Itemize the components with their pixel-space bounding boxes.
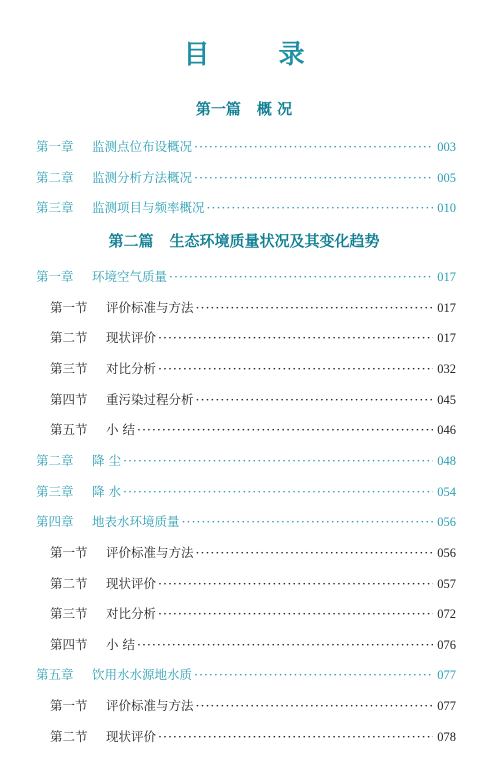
toc-section[interactable]	[50, 543, 456, 563]
toc-chapter[interactable]	[36, 198, 456, 218]
leader-dots	[158, 606, 433, 621]
toc-section[interactable]	[50, 727, 456, 747]
leader-dots	[137, 422, 433, 437]
leader-dots	[158, 361, 433, 376]
toc-chapter[interactable]	[36, 665, 456, 685]
section-number: 第四节	[50, 392, 88, 407]
page-number: 017	[437, 331, 456, 345]
chapter-number: 第一章	[36, 269, 74, 284]
toc-chapter[interactable]	[36, 137, 456, 157]
chapter-title: 监测项目与频率概况	[92, 200, 205, 215]
section-number: 第一节	[50, 698, 88, 713]
chapter-title: 监测分析方法概况	[92, 170, 193, 185]
chapter-number: 第一章	[36, 139, 74, 154]
chapter-number: 第二章	[36, 453, 74, 468]
part-heading	[0, 98, 488, 119]
toc-section[interactable]	[50, 635, 456, 655]
part-number: 第二篇	[108, 232, 154, 250]
page-number: 017	[437, 270, 456, 284]
chapter-number: 第三章	[36, 200, 74, 215]
page-number: 045	[437, 393, 456, 407]
section-number: 第一节	[50, 545, 88, 560]
section-title: 评价标准与方法	[106, 300, 194, 315]
page-title: 目 录	[183, 40, 335, 70]
section-title: 对比分析	[106, 606, 157, 621]
leader-dots	[158, 729, 433, 744]
page-number: 054	[437, 485, 456, 499]
chapter-title: 饮用水水源地水质	[92, 667, 193, 682]
section-number: 第五节	[50, 422, 88, 437]
chapter-number: 第二章	[36, 170, 74, 185]
toc-chapter[interactable]	[36, 512, 456, 532]
chapter-number: 第五章	[36, 667, 74, 682]
toc-section[interactable]	[50, 574, 456, 594]
page-number: 056	[437, 515, 456, 529]
leader-dots	[169, 269, 433, 284]
toc-section[interactable]	[50, 328, 456, 348]
toc-section[interactable]	[50, 390, 456, 410]
chapter-title: 降 尘	[92, 453, 121, 468]
page-number: 056	[437, 546, 456, 560]
leader-dots	[196, 300, 434, 315]
page-number: 077	[437, 699, 456, 713]
toc-chapter[interactable]	[36, 451, 456, 471]
page-number: 046	[437, 423, 456, 437]
page-number: 076	[437, 638, 456, 652]
leader-dots	[158, 576, 433, 591]
leader-dots	[194, 139, 433, 154]
chapter-title: 监测点位布设概况	[92, 139, 193, 154]
page-number: 017	[437, 301, 456, 315]
toc-chapter[interactable]	[36, 168, 456, 188]
section-title: 重污染过程分析	[106, 392, 194, 407]
section-number: 第三节	[50, 606, 88, 621]
section-number: 第四节	[50, 637, 88, 652]
page-number: 072	[437, 607, 456, 621]
leader-dots	[196, 698, 434, 713]
section-number: 第二节	[50, 576, 88, 591]
toc-section[interactable]	[50, 696, 456, 716]
section-number: 第二节	[50, 729, 88, 744]
section-title: 现状评价	[106, 729, 157, 744]
leader-dots	[158, 330, 433, 345]
toc-section[interactable]	[50, 298, 456, 318]
chapter-number: 第四章	[36, 514, 74, 529]
page-number: 003	[437, 140, 456, 154]
leader-dots	[196, 545, 434, 560]
section-title: 对比分析	[106, 361, 157, 376]
page-number: 005	[437, 171, 456, 185]
section-title: 评价标准与方法	[106, 545, 194, 560]
toc-chapter[interactable]	[36, 267, 456, 287]
part-number: 第一篇	[195, 100, 241, 118]
section-number: 第一节	[50, 300, 88, 315]
section-title: 小 结	[106, 422, 135, 437]
page-number: 048	[437, 454, 456, 468]
section-number: 第二节	[50, 330, 88, 345]
section-title: 现状评价	[106, 330, 157, 345]
toc-section[interactable]	[50, 359, 456, 379]
part-name: 生态环境质量状况及其变化趋势	[169, 232, 380, 250]
leader-dots	[196, 392, 434, 407]
page-number: 032	[437, 362, 456, 376]
part-heading	[0, 230, 488, 251]
chapter-number: 第三章	[36, 484, 74, 499]
section-number: 第三节	[50, 361, 88, 376]
leader-dots	[123, 484, 433, 499]
leader-dots	[194, 667, 433, 682]
page-number: 078	[437, 730, 456, 744]
section-title: 现状评价	[106, 576, 157, 591]
leader-dots	[123, 453, 433, 468]
chapter-title: 环境空气质量	[92, 269, 168, 284]
chapter-title: 地表水环境质量	[92, 514, 180, 529]
toc-chapter[interactable]	[36, 482, 456, 502]
chapter-title: 降 水	[92, 484, 121, 499]
toc-section[interactable]	[50, 420, 456, 440]
page-number: 057	[437, 577, 456, 591]
leader-dots	[207, 200, 434, 215]
section-title: 小 结	[106, 637, 135, 652]
leader-dots	[137, 637, 433, 652]
toc-section[interactable]	[50, 604, 456, 624]
section-title: 评价标准与方法	[106, 698, 194, 713]
page-number: 010	[437, 201, 456, 215]
leader-dots	[194, 170, 433, 185]
leader-dots	[182, 514, 434, 529]
page-number: 077	[437, 668, 456, 682]
part-name: 概 况	[256, 100, 293, 118]
